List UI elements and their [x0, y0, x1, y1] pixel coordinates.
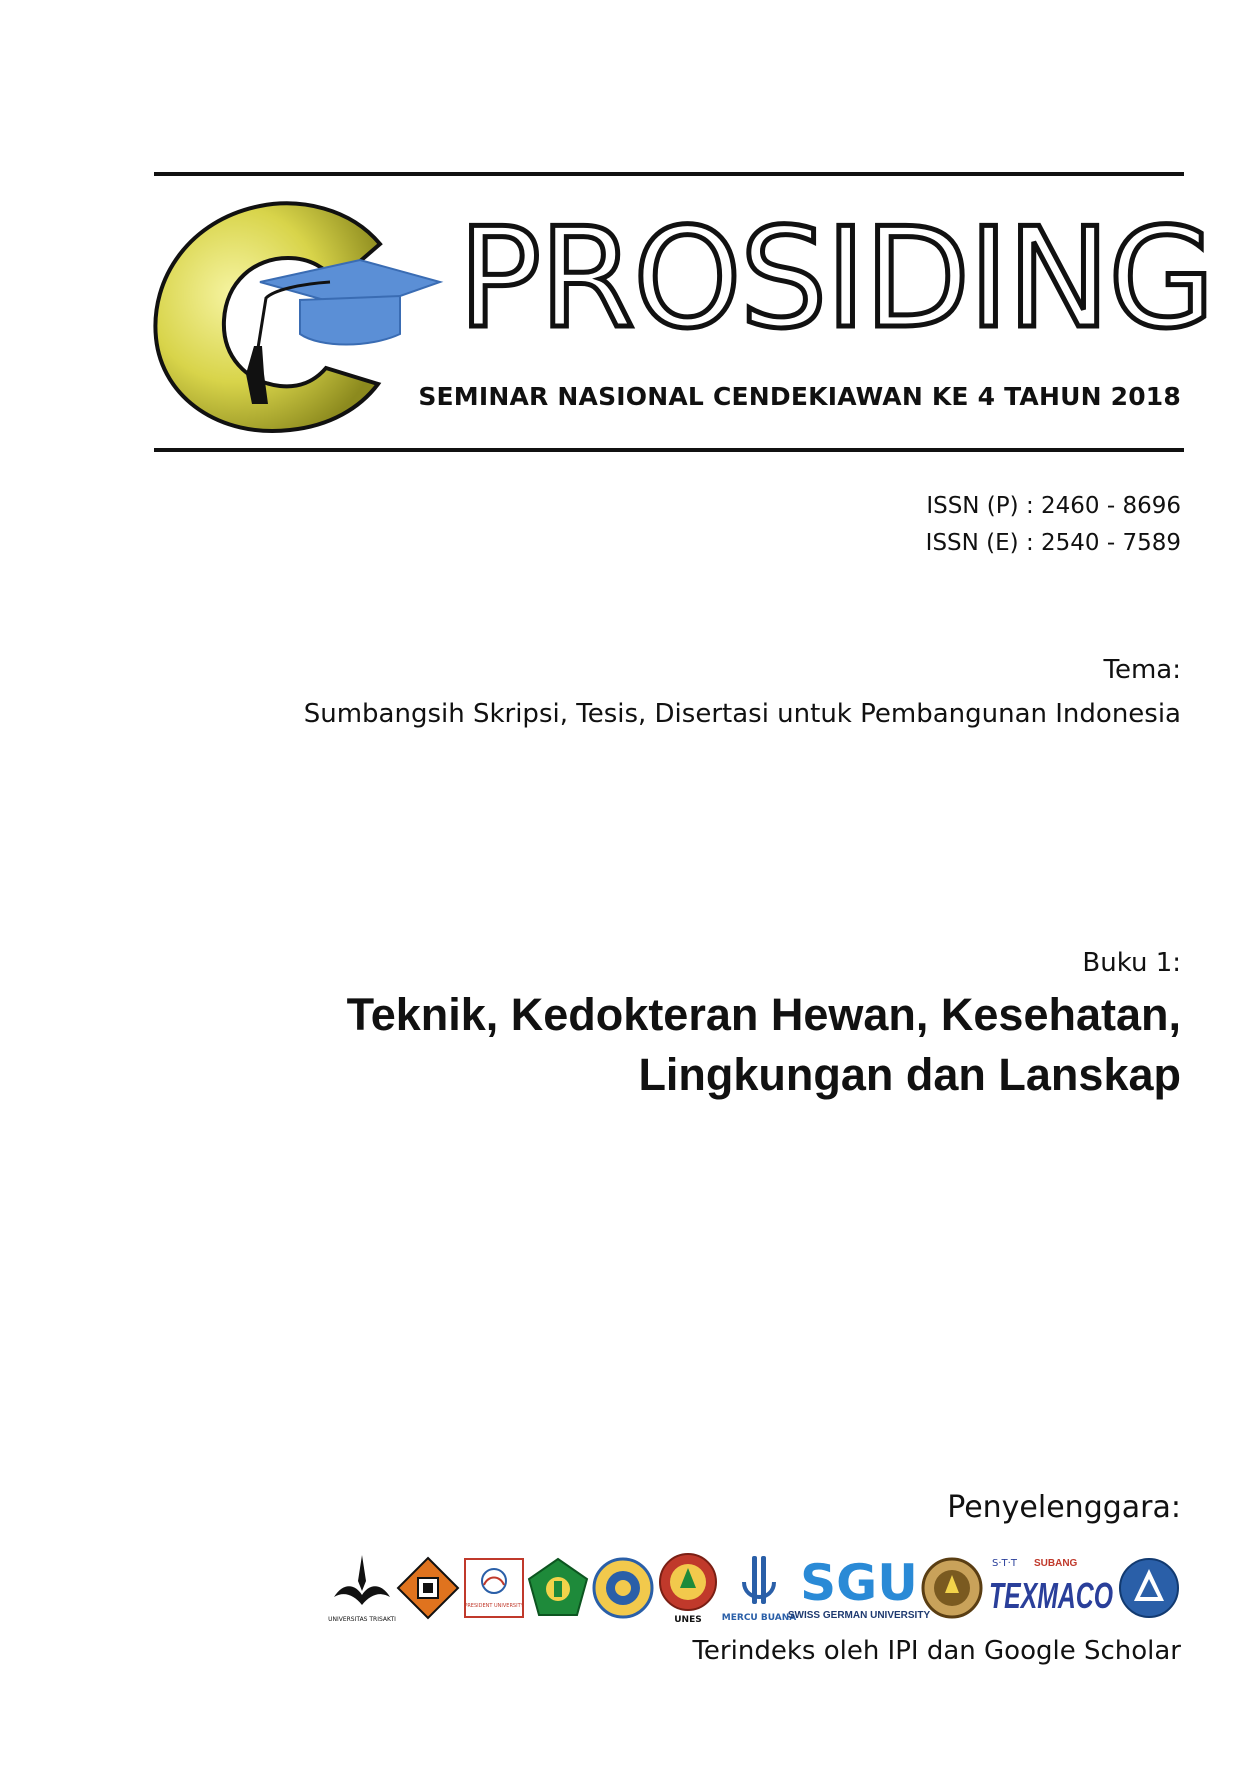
svg-text:S·T·T: S·T·T	[991, 1558, 1017, 1569]
top-rule	[154, 172, 1184, 176]
theme-block	[304, 648, 1181, 736]
book-title-line2: Lingkungan dan Lanskap	[638, 1049, 1181, 1100]
svg-text:SGU: SGU	[799, 1554, 918, 1612]
yellow-seal-logo-icon	[592, 1557, 654, 1619]
organizer-label: Penyelenggara:	[947, 1490, 1181, 1525]
book-label: Buku 1:	[1082, 948, 1181, 978]
svg-text:MERCU BUANA: MERCU BUANA	[722, 1613, 797, 1623]
graduation-logo-icon	[150, 198, 440, 438]
issn-electronic: ISSN (E) : 2540 - 7589	[925, 530, 1181, 556]
sgu-logo-icon	[787, 1552, 930, 1624]
book-title	[347, 985, 1181, 1105]
president-university-logo-icon	[463, 1557, 525, 1619]
book-title-line1: Teknik, Kedokteran Hewan, Kesehatan,	[346, 989, 1181, 1040]
svg-text:UNES: UNES	[674, 1615, 702, 1625]
svg-text:UNIVERSITAS TRISAKTI: UNIVERSITAS TRISAKTI	[328, 1616, 396, 1623]
seminar-subtitle: SEMINAR NASIONAL CENDEKIAWAN KE 4 TAHUN 2018	[418, 382, 1181, 411]
indexed-note: Terindeks oleh IPI dan Google Scholar	[692, 1636, 1181, 1666]
issn-print: ISSN (P) : 2460 - 8696	[926, 493, 1181, 519]
svg-text:SWISS GERMAN UNIVERSITY: SWISS GERMAN UNIVERSITY	[787, 1610, 930, 1621]
mercu-buana-logo-icon	[722, 1552, 796, 1624]
svg-text:SUBANG: SUBANG	[1033, 1558, 1077, 1569]
trisakti-logo-icon	[330, 1551, 394, 1625]
bottom-rule	[154, 448, 1184, 452]
organizer-logos	[330, 1548, 1180, 1628]
brown-seal-logo-icon	[921, 1557, 983, 1619]
svg-text:TEXMACO: TEXMACO	[988, 1575, 1113, 1616]
header-title: PROSIDING	[458, 198, 1214, 359]
texmaco-logo-icon	[986, 1552, 1116, 1624]
theme-text: Sumbangsih Skripsi, Tesis, Disertasi untuk Pembangunan Indonesia	[303, 699, 1181, 729]
green-pentagon-logo-icon	[527, 1557, 589, 1619]
svg-text:PRESIDENT UNIVERSITY: PRESIDENT UNIVERSITY	[464, 1603, 524, 1609]
theme-label: Tema:	[1103, 655, 1181, 685]
issn-block	[926, 488, 1181, 562]
orange-diamond-logo-icon	[396, 1556, 460, 1620]
unes-logo-icon	[656, 1552, 720, 1624]
blue-shield-logo-icon	[1118, 1557, 1180, 1619]
prosiding-wordmark	[458, 198, 1214, 359]
